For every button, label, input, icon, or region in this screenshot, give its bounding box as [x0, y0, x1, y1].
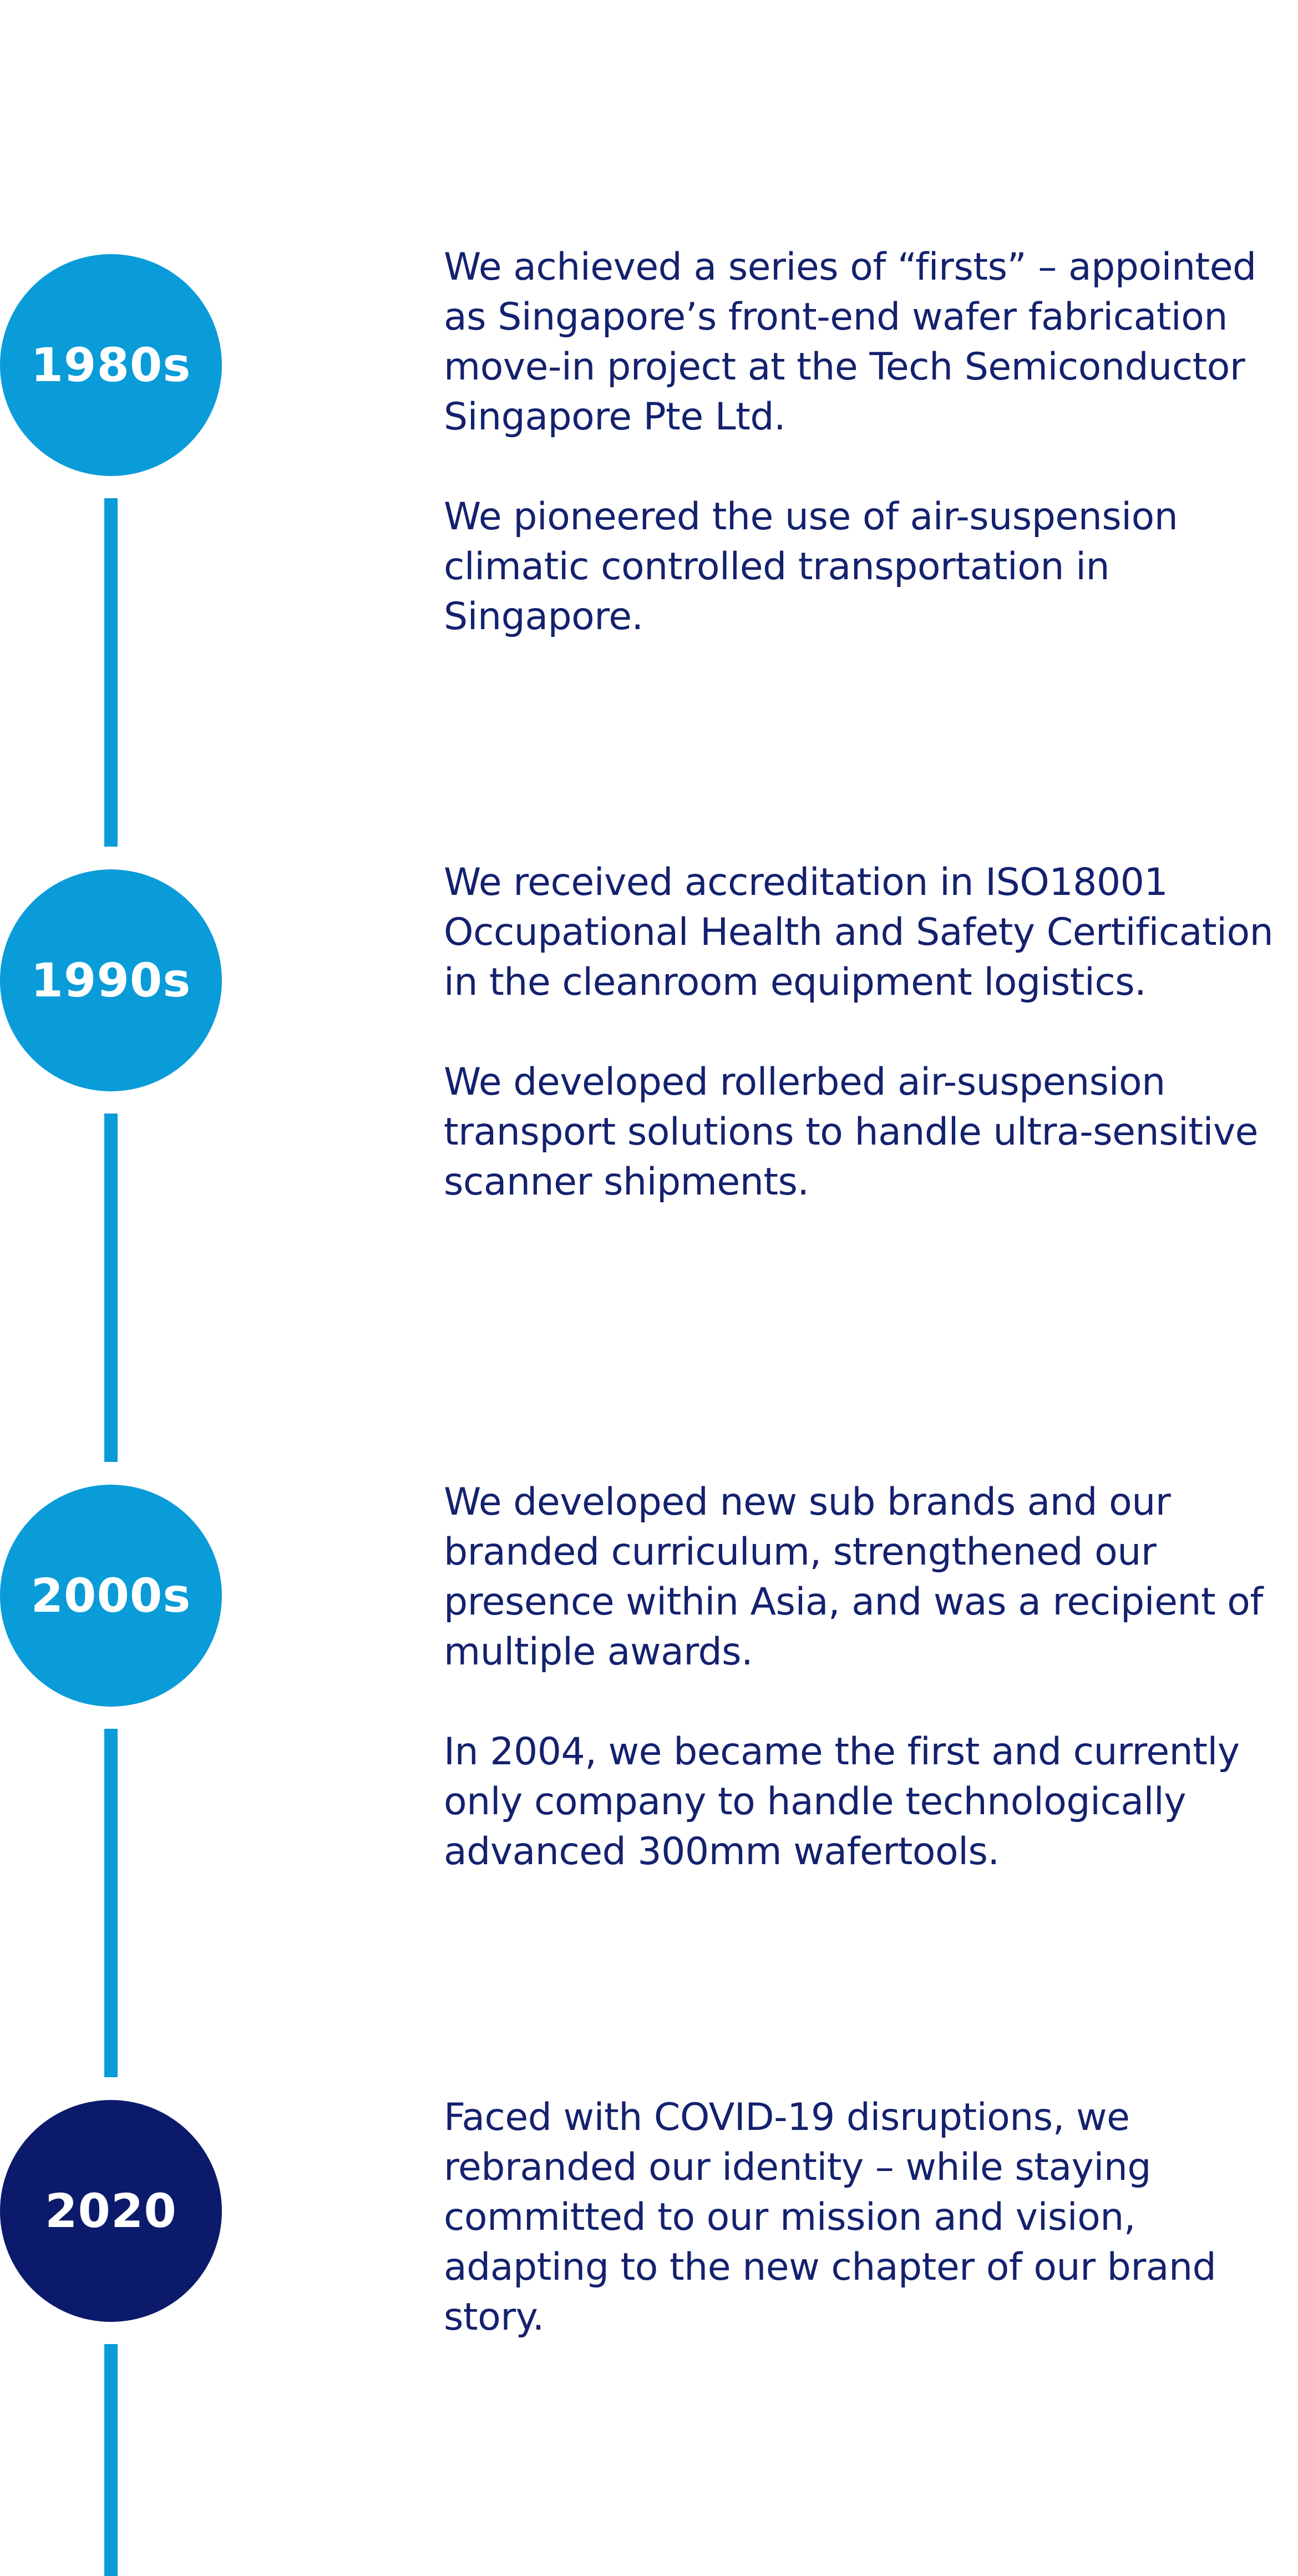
timeline-entry-text-2000s [444, 1477, 1287, 1877]
timeline-entry-text-1980s [444, 242, 1287, 642]
entry-paragraph: Faced with COVID-19 disruptions, we rebranded our identity – while staying committed to our mission and vision, adapting to the new chapter of our brand story. [444, 2096, 1216, 2339]
timeline-entry-text-1990s [444, 858, 1287, 1207]
year-label: 1990s [31, 953, 191, 1008]
entry-paragraph: We achieved a series of “firsts” – appointed as Singapore’s front-end wafer fabrication move-in project at the Tech Semiconductor Singapore Pte Ltd. [444, 245, 1256, 439]
year-badge-2020 [0, 2100, 222, 2322]
year-label: 2020 [45, 2184, 177, 2238]
entry-paragraph: We pioneered the use of air-suspension climatic controlled transportation in Singapore. [444, 495, 1178, 639]
year-label: 1980s [31, 338, 191, 392]
year-badge-1980s [0, 254, 222, 476]
year-badge-1990s [0, 869, 222, 1091]
year-badge-2000s [0, 1485, 222, 1707]
timeline-connector [104, 2344, 118, 2576]
entry-paragraph: We developed rollerbed air-suspension transport solutions to handle ultra-sensitive scanner shipments. [444, 1060, 1259, 1204]
entry-paragraph: We developed new sub brands and our branded curriculum, strengthened our presence within Asia, and was a recipient of multiple awards. [444, 1480, 1263, 1674]
entry-paragraph: In 2004, we became the first and currently only company to handle technologically advanced 300mm wafertools. [444, 1730, 1240, 1874]
timeline-entry-text-2020 [444, 2093, 1287, 2342]
timeline-connector [104, 498, 118, 847]
timeline-connector [104, 1729, 118, 2077]
entry-paragraph: We received accreditation in ISO18001 Occupational Health and Safety Certification in the cleanroom equipment logistics. [444, 861, 1274, 1004]
timeline-connector [104, 1114, 118, 1462]
year-label: 2000s [31, 1568, 191, 1623]
